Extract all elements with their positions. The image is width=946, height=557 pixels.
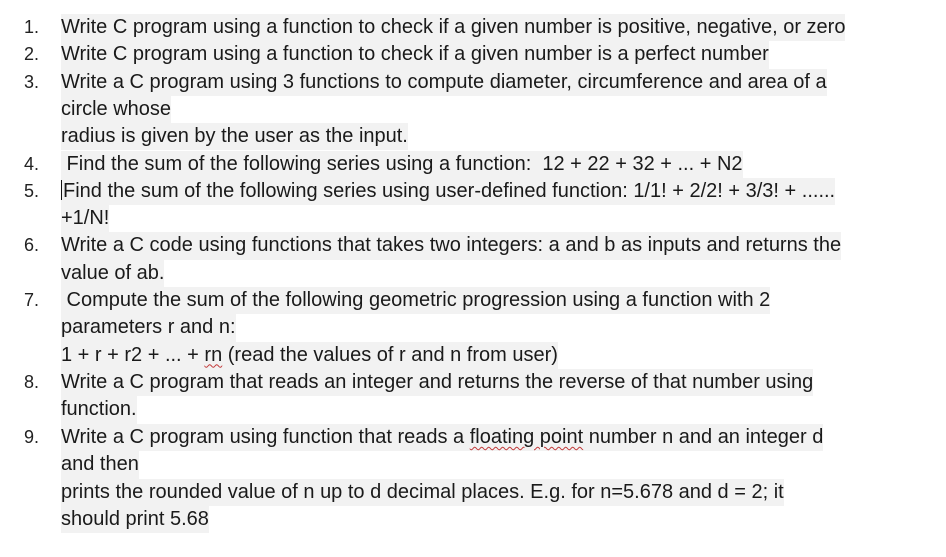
item-number: 1. bbox=[24, 17, 40, 37]
item-text: Find the sum of the following series using a function: 12 + 22 + 32 + ... + N2 bbox=[61, 151, 743, 178]
item-text: +1/N! bbox=[61, 205, 109, 232]
item-text: Find the sum of the following series using user-defined function: 1/1! + 2/2! + 3/3! + ...... bbox=[63, 179, 836, 202]
item-text: Write a C program using function that reads a bbox=[61, 426, 470, 448]
formula-text: 1 + r + r2 + ... + bbox=[61, 343, 205, 366]
item-text: should print 5.68 bbox=[61, 506, 209, 533]
item-text: circle whose bbox=[61, 96, 171, 123]
formula-note: (read the values of r and n from user) bbox=[222, 343, 558, 366]
item-text: Compute the sum of the following geometric progression using a function with 2 bbox=[61, 287, 770, 314]
spellcheck-phrase: floating point bbox=[469, 426, 584, 448]
item-text: value of ab. bbox=[61, 260, 164, 287]
item-text: parameters r and n: bbox=[61, 314, 236, 341]
item-text: Write a C code using functions that takes two integers: a and b as inputs and returns the bbox=[61, 232, 841, 259]
item-text: and then bbox=[61, 451, 139, 478]
item-number: 6. bbox=[24, 235, 40, 256]
item-text: Write a C program using 3 functions to compute diameter, circumference and area of a bbox=[61, 69, 827, 96]
item-number: 7. bbox=[24, 290, 40, 310]
text-cursor bbox=[61, 180, 62, 200]
item-text-line bbox=[61, 342, 558, 369]
item-number: 4. bbox=[24, 153, 40, 174]
spellcheck-word: rn bbox=[204, 343, 223, 366]
item-number: 8. bbox=[24, 372, 40, 392]
item-text-line bbox=[61, 424, 823, 451]
item-number: 5. bbox=[24, 180, 40, 201]
item-text-line bbox=[61, 178, 835, 205]
item-number: 2. bbox=[24, 44, 40, 65]
item-number: 9. bbox=[24, 427, 40, 447]
item-text: number n and an integer d bbox=[583, 426, 824, 448]
item-text: function. bbox=[61, 396, 137, 423]
item-text: prints the rounded value of n up to d decimal places. E.g. for n=5.678 and d = 2; it bbox=[61, 479, 784, 506]
item-text: radius is given by the user as the input. bbox=[61, 123, 408, 150]
item-text: Write C program using a function to check if a given number is positive, negative, or zero bbox=[61, 14, 845, 41]
item-text: Write a C program that reads an integer and returns the reverse of that number using bbox=[61, 369, 813, 396]
item-text: Write C program using a function to check if a given number is a perfect number bbox=[61, 41, 769, 68]
item-number: 3. bbox=[24, 71, 40, 92]
